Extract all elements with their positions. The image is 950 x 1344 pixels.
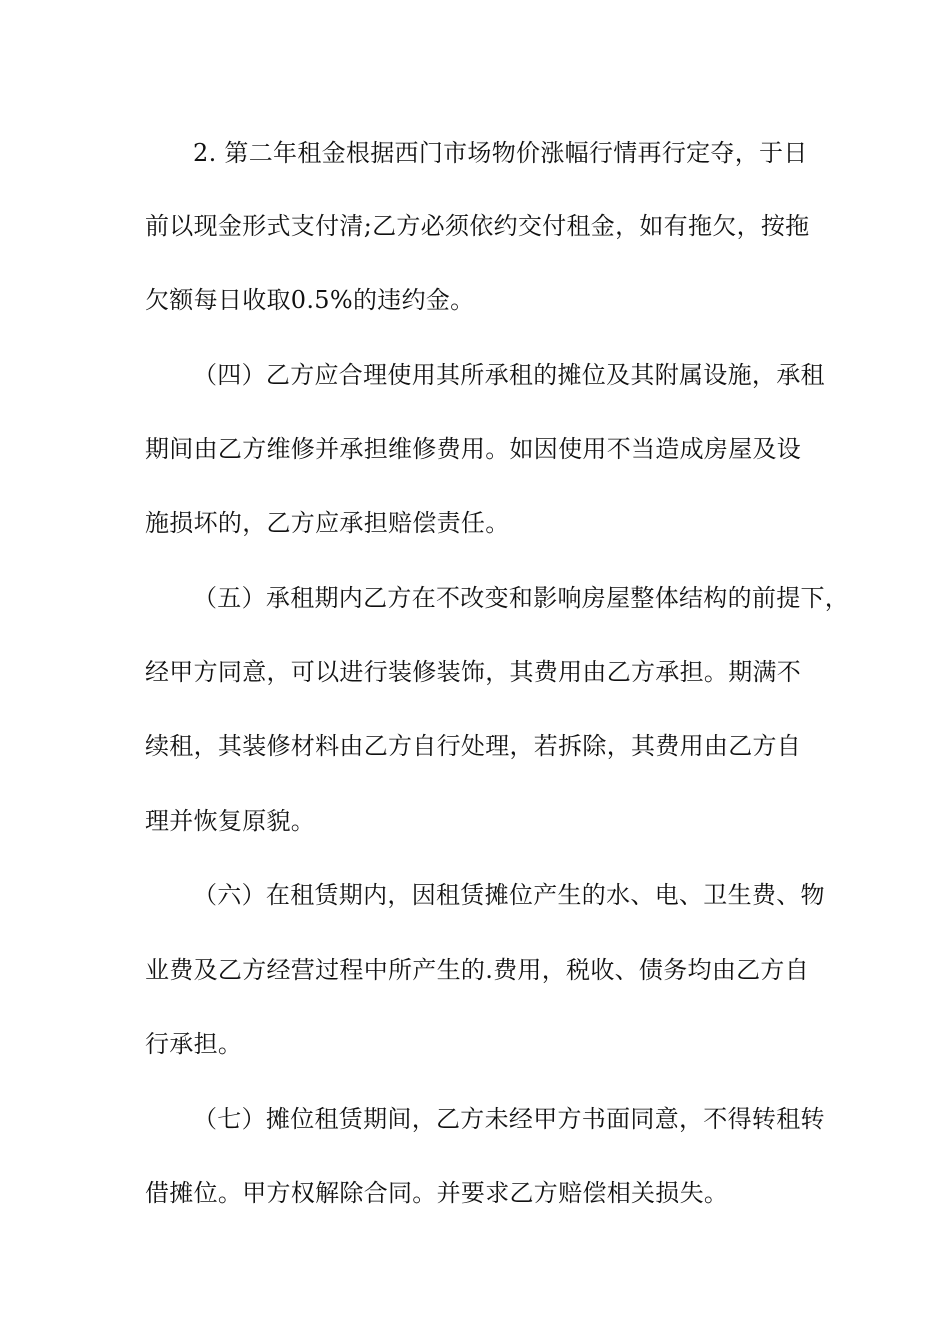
paragraph-4-line-2: 业费及乙方经营过程中所产生的.费用，税收、债务均由乙方自	[145, 956, 810, 984]
paragraph-2-line-2: 期间由乙方维修并承担维修费用。如因使用不当造成房屋及设	[145, 435, 802, 463]
paragraph-2-line-3: 施损坏的，乙方应承担赔偿责任。	[145, 509, 510, 537]
paragraph-3-line-3: 续租，其装修材料由乙方自行处理，若拆除，其费用由乙方自	[145, 732, 802, 760]
paragraph-3-line-4: 理并恢复原貌。	[145, 807, 316, 835]
paragraph-1-line-1: 2. 第二年租金根据西门市场物价涨幅行情再行定夺，于日	[193, 139, 808, 167]
paragraph-5-line-2: 借摊位。甲方权解除合同。并要求乙方赔偿相关损失。	[145, 1179, 729, 1207]
paragraph-1-line-2: 前以现金形式支付清;乙方必须依约交付租金，如有拖欠，按拖	[145, 212, 810, 240]
paragraph-4-line-3: 行承担。	[145, 1030, 243, 1058]
paragraph-3-line-2: 经甲方同意，可以进行装修装饰，其费用由乙方承担。期满不	[145, 658, 802, 686]
paragraph-1-line-3: 欠额每日收取0.5%的违约金。	[145, 286, 475, 314]
paragraph-3-line-1: （五）承租期内乙方在不改变和影响房屋整体结构的前提下，	[193, 584, 850, 612]
paragraph-5-line-1: （七）摊位租赁期间，乙方未经甲方书面同意，不得转租转	[193, 1105, 825, 1133]
paragraph-4-line-1: （六）在租赁期内，因租赁摊位产生的水、电、卫生费、物	[193, 881, 825, 909]
paragraph-2-line-1: （四）乙方应合理使用其所承租的摊位及其附属设施，承租	[193, 361, 825, 389]
